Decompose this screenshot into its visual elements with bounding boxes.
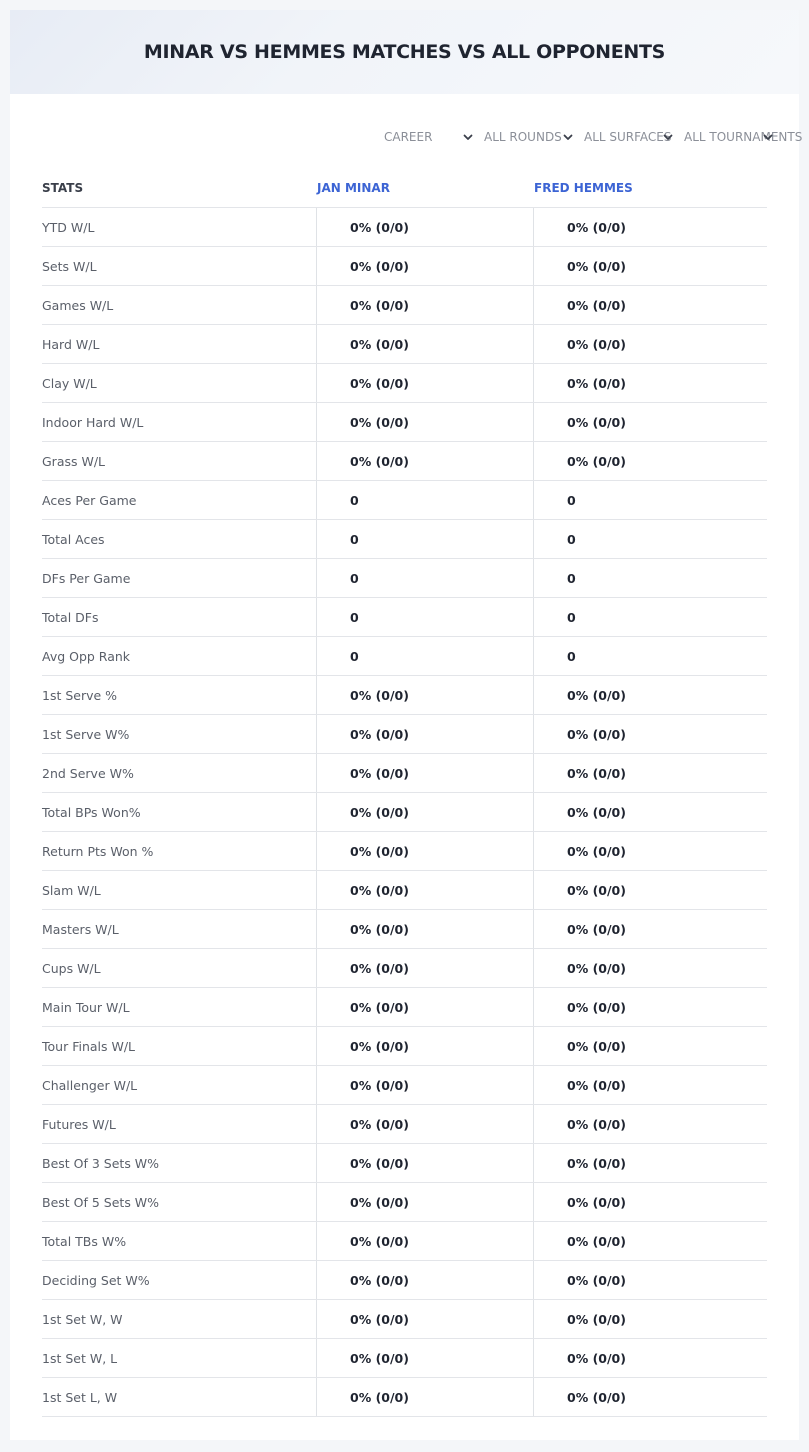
player2-value: 0% (0/0) (533, 1105, 767, 1143)
player1-value: 0% (0/0) (316, 715, 533, 753)
stat-label: Games W/L (42, 297, 114, 313)
player1-value: 0% (0/0) (316, 208, 533, 246)
player2-value: 0 (533, 481, 767, 519)
player2-value: 0 (533, 520, 767, 558)
player2-value: 0% (0/0) (533, 286, 767, 324)
player2-value: 0% (0/0) (533, 832, 767, 870)
stat-label: Total BPs Won% (42, 804, 141, 820)
table-row (42, 364, 767, 403)
player2-value: 0% (0/0) (533, 754, 767, 792)
player1-value: 0% (0/0) (316, 1144, 533, 1182)
table-row (42, 1027, 767, 1066)
player1-value: 0% (0/0) (316, 1105, 533, 1143)
player1-value: 0 (316, 481, 533, 519)
player1-value: 0% (0/0) (316, 910, 533, 948)
player1-value: 0% (0/0) (316, 1027, 533, 1065)
stat-label: Cups W/L (42, 960, 101, 976)
stat-label: Best Of 3 Sets W% (42, 1155, 160, 1171)
player1-value: 0% (0/0) (316, 1378, 533, 1416)
filter-period-select[interactable] (384, 126, 484, 148)
player2-value: 0 (533, 637, 767, 675)
table-row (42, 793, 767, 832)
player2-value: 0% (0/0) (533, 1339, 767, 1377)
table-row (42, 520, 767, 559)
table-row (42, 1261, 767, 1300)
player2-value: 0% (0/0) (533, 325, 767, 363)
player2-value: 0% (0/0) (533, 1144, 767, 1182)
chevron-down-icon (462, 131, 474, 143)
table-body (42, 208, 767, 1417)
player2-value: 0% (0/0) (533, 403, 767, 441)
stat-label: Best Of 5 Sets W% (42, 1194, 160, 1210)
stat-label: Total DFs (42, 609, 99, 625)
stat-label: Aces Per Game (42, 492, 137, 508)
table-row (42, 715, 767, 754)
player2-value: 0% (0/0) (533, 1300, 767, 1338)
table-row (42, 1339, 767, 1378)
player2-value: 0% (0/0) (533, 364, 767, 402)
table-row (42, 208, 767, 247)
table-row (42, 1105, 767, 1144)
filter-label: ALL TOURNAMENTS (684, 130, 803, 144)
player1-value: 0% (0/0) (316, 832, 533, 870)
table-row (42, 403, 767, 442)
player2-value: 0% (0/0) (533, 1378, 767, 1416)
stat-label: Indoor Hard W/L (42, 414, 144, 430)
filter-label: CAREER (384, 130, 433, 144)
player2-value: 0% (0/0) (533, 442, 767, 480)
chevron-down-icon (762, 131, 774, 143)
player1-value: 0% (0/0) (316, 364, 533, 402)
player1-value: 0% (0/0) (316, 286, 533, 324)
stat-label: 1st Serve % (42, 687, 118, 703)
player2-value: 0 (533, 559, 767, 597)
player2-value: 0% (0/0) (533, 949, 767, 987)
player1-value: 0 (316, 637, 533, 675)
stat-label: Total TBs W% (42, 1233, 127, 1249)
player1-value: 0 (316, 559, 533, 597)
player2-value: 0% (0/0) (533, 1222, 767, 1260)
table-header (42, 169, 767, 208)
player2-value: 0% (0/0) (533, 910, 767, 948)
player2-value: 0% (0/0) (533, 1183, 767, 1221)
stat-label: Hard W/L (42, 336, 100, 352)
player2-value: 0% (0/0) (533, 676, 767, 714)
stat-label: Slam W/L (42, 882, 101, 898)
player2-value: 0% (0/0) (533, 715, 767, 753)
header-stats: STATS (42, 181, 84, 195)
table-row (42, 988, 767, 1027)
player2-value: 0% (0/0) (533, 1261, 767, 1299)
player1-value: 0% (0/0) (316, 403, 533, 441)
player1-value: 0% (0/0) (316, 1339, 533, 1377)
table-row (42, 481, 767, 520)
table-row (42, 871, 767, 910)
table-row (42, 1378, 767, 1417)
filter-tournaments-select[interactable] (684, 126, 803, 148)
table-row (42, 676, 767, 715)
stat-label: Clay W/L (42, 375, 97, 391)
table-row (42, 247, 767, 286)
player1-value: 0% (0/0) (316, 676, 533, 714)
table-row (42, 1222, 767, 1261)
player1-value: 0% (0/0) (316, 988, 533, 1026)
player2-value: 0% (0/0) (533, 793, 767, 831)
filter-surfaces-select[interactable] (584, 126, 684, 148)
table-row (42, 1183, 767, 1222)
table-row (42, 949, 767, 988)
filter-label: ALL SURFACES (584, 130, 672, 144)
player1-value: 0 (316, 598, 533, 636)
player1-value: 0% (0/0) (316, 325, 533, 363)
stat-label: Tour Finals W/L (42, 1038, 136, 1054)
stat-label: 1st Set W, L (42, 1350, 118, 1366)
page-title: MINAR VS HEMMES MATCHES VS ALL OPPONENTS (143, 41, 666, 63)
table-row (42, 325, 767, 364)
player1-value: 0% (0/0) (316, 949, 533, 987)
player2-value: 0% (0/0) (533, 247, 767, 285)
stats-table (42, 169, 767, 1417)
table-row (42, 1144, 767, 1183)
table-row (42, 1300, 767, 1339)
header-player2[interactable]: FRED HEMMES (534, 181, 633, 195)
stat-label: Total Aces (42, 531, 105, 547)
stat-label: 1st Set W, W (42, 1311, 123, 1327)
player2-value: 0 (533, 598, 767, 636)
player1-value: 0 (316, 520, 533, 558)
table-row (42, 910, 767, 949)
chevron-down-icon (562, 131, 574, 143)
player1-value: 0% (0/0) (316, 871, 533, 909)
stat-label: Challenger W/L (42, 1077, 138, 1093)
table-row (42, 637, 767, 676)
player1-value: 0% (0/0) (316, 1222, 533, 1260)
stat-label: Deciding Set W% (42, 1272, 150, 1288)
table-row (42, 442, 767, 481)
stat-label: 2nd Serve W% (42, 765, 134, 781)
stat-label: DFs Per Game (42, 570, 131, 586)
table-row (42, 559, 767, 598)
stat-label: Grass W/L (42, 453, 106, 469)
header-player1[interactable]: JAN MINAR (317, 181, 390, 195)
card-header (10, 10, 799, 94)
stat-label: 1st Set L, W (42, 1389, 118, 1405)
filter-label: ALL ROUNDS (484, 130, 562, 144)
stats-card (10, 10, 803, 1440)
stat-label: Futures W/L (42, 1116, 116, 1132)
player1-value: 0% (0/0) (316, 754, 533, 792)
filter-bar (384, 126, 803, 148)
player2-value: 0% (0/0) (533, 1066, 767, 1104)
stat-label: Sets W/L (42, 258, 97, 274)
stat-label: Return Pts Won % (42, 843, 154, 859)
stat-label: YTD W/L (42, 219, 95, 235)
table-row (42, 1066, 767, 1105)
table-row (42, 286, 767, 325)
player1-value: 0% (0/0) (316, 247, 533, 285)
table-row (42, 832, 767, 871)
player2-value: 0% (0/0) (533, 988, 767, 1026)
player1-value: 0% (0/0) (316, 1183, 533, 1221)
table-row (42, 754, 767, 793)
player1-value: 0% (0/0) (316, 1261, 533, 1299)
player2-value: 0% (0/0) (533, 208, 767, 246)
stat-label: Main Tour W/L (42, 999, 130, 1015)
filter-rounds-select[interactable] (484, 126, 584, 148)
stat-label: 1st Serve W% (42, 726, 130, 742)
player2-value: 0% (0/0) (533, 871, 767, 909)
player2-value: 0% (0/0) (533, 1027, 767, 1065)
player1-value: 0% (0/0) (316, 1066, 533, 1104)
stat-label: Avg Opp Rank (42, 648, 131, 664)
table-row (42, 598, 767, 637)
player1-value: 0% (0/0) (316, 793, 533, 831)
player1-value: 0% (0/0) (316, 1300, 533, 1338)
chevron-down-icon (662, 131, 674, 143)
player1-value: 0% (0/0) (316, 442, 533, 480)
stat-label: Masters W/L (42, 921, 119, 937)
